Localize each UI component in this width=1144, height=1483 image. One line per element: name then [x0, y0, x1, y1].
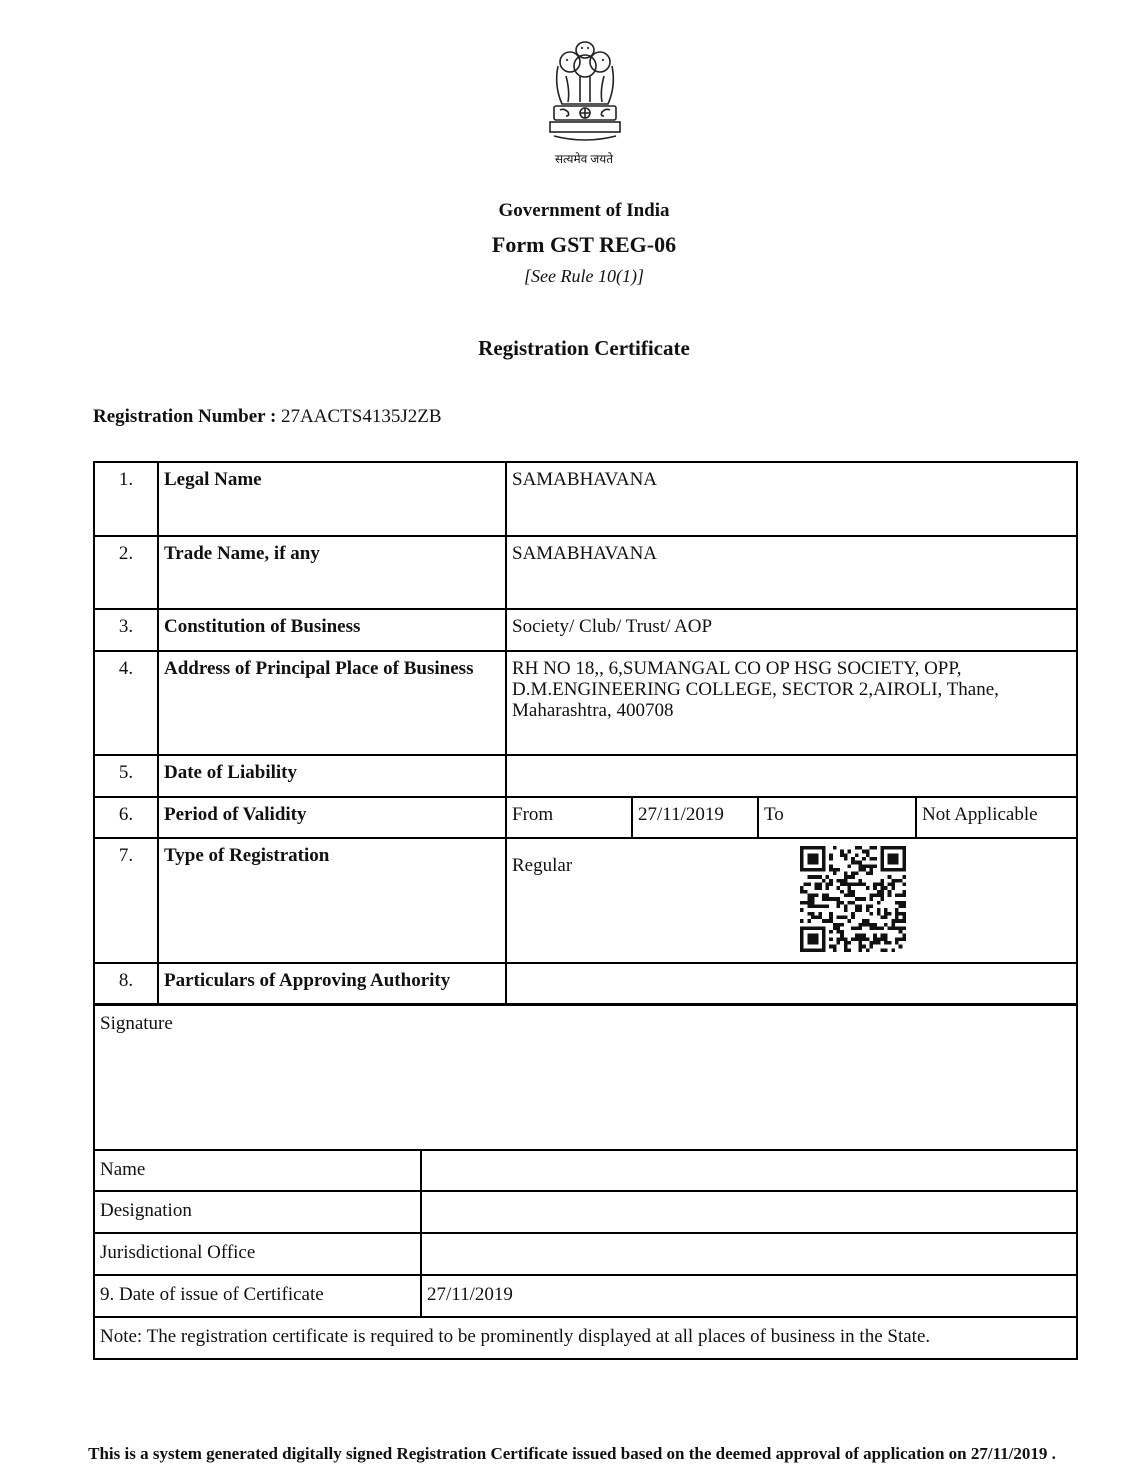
certificate-details-table — [93, 461, 1078, 1006]
table-row — [94, 1150, 1077, 1191]
type-of-registration-value: Regular — [512, 855, 573, 876]
table-row — [94, 755, 1077, 797]
trade-name-label: Trade Name, if any — [158, 536, 506, 609]
qr-code-icon — [800, 846, 906, 952]
table-row — [94, 1233, 1077, 1275]
national-emblem-icon — [540, 36, 630, 148]
table-row — [94, 536, 1077, 609]
authority-table — [93, 1003, 1078, 1360]
address-label: Address of Principal Place of Business — [158, 651, 506, 755]
designation-label: Designation — [94, 1191, 421, 1233]
registration-number — [93, 406, 442, 428]
table-row — [94, 1004, 1077, 1150]
type-of-registration-cell — [506, 838, 1077, 963]
issue-date-label: 9. Date of issue of Certificate — [94, 1275, 421, 1317]
approving-authority-value — [506, 963, 1077, 1005]
trade-name-value: SAMABHAVANA — [506, 536, 1077, 609]
table-row — [94, 462, 1077, 536]
validity-from-value: 27/11/2019 — [632, 797, 758, 838]
motto-text: सत्यमेव जयते — [554, 152, 614, 166]
row-number: 7. — [94, 838, 158, 963]
jurisdictional-office-value — [421, 1233, 1077, 1275]
signature-label: Signature — [94, 1004, 1077, 1150]
validity-to-value: Not Applicable — [916, 797, 1077, 838]
registration-number-value: 27AACTS4135J2ZB — [281, 406, 442, 427]
row-number: 8. — [94, 963, 158, 1005]
address-value: RH NO 18,, 6,SUMANGAL CO OP HSG SOCIETY, OPP, D.M.ENGINEERING COLLEGE, SECTOR 2,AIROLI, Thane, Maharashtra, 400708 — [506, 651, 1077, 755]
row-number: 6. — [94, 797, 158, 838]
name-label: Name — [94, 1150, 421, 1191]
table-row — [94, 651, 1077, 755]
table-row — [94, 1317, 1077, 1359]
rule-reference: [See Rule 10(1)] — [524, 266, 644, 286]
constitution-label: Constitution of Business — [158, 609, 506, 651]
footer-note: This is a system generated digitally signed Registration Certificate issued based on the deemed approval of application on 27/11/2019 . — [88, 1444, 1056, 1463]
type-of-registration-label: Type of Registration — [158, 838, 506, 963]
row-number: 1. — [94, 462, 158, 536]
legal-name-value: SAMABHAVANA — [506, 462, 1077, 536]
validity-from-label: From — [506, 797, 632, 838]
table-row — [94, 1191, 1077, 1233]
name-value — [421, 1150, 1077, 1191]
government-heading: Government of India — [498, 200, 670, 221]
row-number: 3. — [94, 609, 158, 651]
registration-number-label: Registration Number : — [93, 406, 277, 427]
constitution-value: Society/ Club/ Trust/ AOP — [506, 609, 1077, 651]
form-title: Form GST REG-06 — [491, 232, 677, 257]
period-of-validity-label: Period of Validity — [158, 797, 506, 838]
table-row — [94, 963, 1077, 1005]
row-number: 2. — [94, 536, 158, 609]
display-note: Note: The registration certificate is required to be prominently displayed at all places of business in the State. — [94, 1317, 1077, 1359]
approving-authority-label: Particulars of Approving Authority — [158, 963, 506, 1005]
designation-value — [421, 1191, 1077, 1233]
legal-name-label: Legal Name — [158, 462, 506, 536]
certificate-title: Registration Certificate — [478, 336, 690, 360]
issue-date-value: 27/11/2019 — [421, 1275, 1077, 1317]
table-row — [94, 797, 1077, 838]
table-row — [94, 1275, 1077, 1317]
validity-to-label: To — [758, 797, 916, 838]
date-of-liability-value — [506, 755, 1077, 797]
table-row — [94, 609, 1077, 651]
jurisdictional-office-label: Jurisdictional Office — [94, 1233, 421, 1275]
row-number: 4. — [94, 651, 158, 755]
table-row — [94, 838, 1077, 963]
date-of-liability-label: Date of Liability — [158, 755, 506, 797]
row-number: 5. — [94, 755, 158, 797]
